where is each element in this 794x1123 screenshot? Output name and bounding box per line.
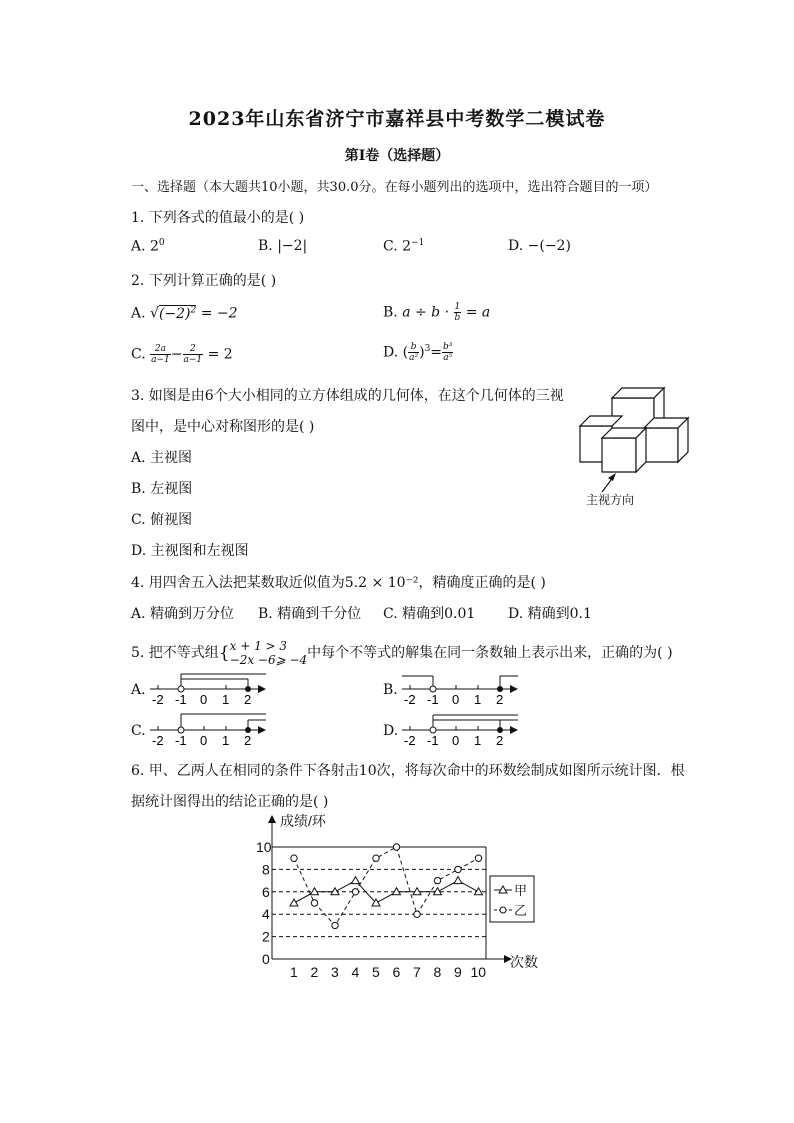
y-tick-label: 4: [262, 906, 270, 923]
legend-label-jia: 甲: [514, 883, 528, 898]
data-point-triangle: [434, 888, 442, 895]
y-axis-title: 成绩/环: [280, 813, 326, 829]
data-point-circle: [434, 877, 440, 883]
tick-label: 0: [452, 733, 460, 748]
q3-option-d: D. 主视图和左视图: [131, 543, 249, 559]
tick-label: -1: [175, 733, 187, 748]
cube-figure: [570, 380, 700, 515]
q4-option-a: A. 精确到万分位: [131, 606, 235, 622]
number-line-c: [148, 709, 270, 749]
tick-label: 0: [200, 692, 208, 707]
number-line-d: [400, 709, 522, 749]
legend-label-yi: 乙: [514, 903, 528, 918]
tick-label: 0: [452, 692, 460, 707]
tick-label: 1: [222, 733, 230, 748]
q4-option-c: C. 精确到0.01: [383, 606, 476, 622]
q1-option-b: B. |−2|: [258, 238, 308, 254]
q5-option-a-label: A.: [131, 682, 146, 698]
question-3-line-1: 3. 如图是由6个大小相同的立方体组成的几何体，在这个几何体的三视: [131, 388, 564, 404]
question-6-line-2: 据统计图得出的结论正确的是( ): [131, 794, 329, 810]
tick-label: 2: [244, 733, 252, 748]
q2-option-b: B. a ÷ b · $\frac{1}{b}$ = a: [383, 302, 491, 323]
data-point-circle: [455, 866, 461, 872]
tick-label: -2: [152, 733, 164, 748]
data-point-triangle: [311, 888, 319, 895]
q3-option-b: B. 左视图: [131, 481, 193, 497]
q1-option-a: A. $2^0$: [131, 238, 165, 255]
data-point-triangle: [352, 877, 360, 884]
data-point-triangle: [393, 888, 401, 895]
y-tick-label: 2: [262, 928, 270, 945]
y-tick-label: 10: [256, 839, 272, 855]
data-point-triangle: [413, 888, 421, 895]
x-tick-label: 10: [470, 964, 487, 980]
data-point-circle: [393, 844, 399, 850]
q5-option-c-label: C.: [131, 723, 146, 739]
x-tick-label: 7: [413, 964, 421, 980]
tick-label: -2: [404, 733, 416, 748]
x-tick-label: 3: [331, 964, 339, 980]
y-tick-label: 6: [262, 883, 270, 900]
legend-box: [490, 876, 534, 922]
q3-option-a: A. 主视图: [131, 450, 193, 466]
q4-option-b: B. 精确到千分位: [258, 606, 362, 622]
y-axis-arrow: [268, 815, 276, 823]
x-axis-title: 次数: [510, 954, 538, 970]
q3-option-c: C. 俯视图: [131, 512, 193, 528]
q4-option-d: D. 精确到0.1: [508, 606, 592, 622]
question-1: 1. 下列各式的值最小的是( ): [131, 210, 305, 226]
tick-label: 0: [200, 733, 208, 748]
q1-option-d: D. −(−2): [508, 238, 571, 254]
x-tick-label: 6: [392, 964, 401, 980]
data-point-circle: [311, 900, 317, 906]
tick-label: 1: [474, 733, 482, 748]
x-tick-label: 8: [433, 964, 442, 980]
y-tick-label: 0: [262, 951, 270, 967]
tick-label: -1: [427, 733, 439, 748]
x-tick-label: 1: [290, 964, 298, 980]
question-4: 4. 用四舍五入法把某数取近似值为5.2 × 10⁻²，精确度正确的是( ): [131, 575, 546, 591]
tick-label: 2: [244, 692, 252, 707]
legend-marker-circle: [500, 907, 506, 913]
tick-label: -1: [427, 692, 439, 707]
data-point-triangle: [290, 899, 298, 906]
q5-option-b-label: B.: [383, 682, 398, 698]
figure-caption: 主视方向: [586, 493, 635, 507]
number-line-a: [148, 668, 270, 708]
tick-label: 2: [496, 692, 504, 707]
data-point-circle: [373, 855, 379, 861]
page-title: 2023年山东省济宁市嘉祥县中考数学二模试卷: [188, 108, 606, 130]
q2-option-a: A. $√(-2)^2 = -2$: [131, 305, 238, 322]
tick-label: 2: [496, 733, 504, 748]
question-5: 5. 把不等式组{ x + 1 > 3 −2x −6⩾ −4 中每个不等式的解集在同一条数轴上表示出来，正确的为( ): [131, 639, 673, 667]
q1-option-c: C. $2^{-1}$: [383, 238, 425, 255]
tick-label: -2: [152, 692, 164, 707]
x-tick-label: 2: [310, 964, 319, 980]
data-point-triangle: [331, 888, 339, 895]
series-line-2: [294, 847, 479, 925]
data-point-triangle: [454, 877, 462, 884]
x-tick-label: 5: [372, 964, 380, 980]
q2-option-d: D. ( $\frac{b}{\text{a²}}$ )$^3$= $\frac{\text{b³}}{\text{a⁵}}$: [383, 342, 453, 363]
tick-label: -2: [404, 692, 416, 707]
tick-label: 1: [222, 692, 230, 707]
data-point-circle: [414, 911, 420, 917]
question-3-line-2: 图中，是中心对称图形的是( ): [131, 419, 315, 435]
section-title: 第I卷（选择题）: [344, 148, 450, 164]
q5-option-d-label: D.: [383, 723, 399, 739]
score-line-chart: [240, 812, 560, 982]
y-tick-label: 8: [262, 861, 270, 878]
data-point-triangle: [475, 888, 483, 895]
data-point-circle: [352, 889, 358, 895]
data-point-circle: [332, 922, 338, 928]
x-tick-label: 9: [454, 964, 462, 980]
tick-label: 1: [474, 692, 482, 707]
tick-label: -1: [175, 692, 187, 707]
data-point-circle: [475, 855, 481, 861]
x-tick-label: 4: [351, 964, 360, 980]
data-point-circle: [291, 855, 297, 861]
question-6-line-1: 6. 甲、乙两人在相同的条件下各射击10次，将每次命中的环数绘制成如图所示统计图．根: [131, 763, 685, 779]
question-2: 2. 下列计算正确的是( ): [131, 273, 277, 289]
number-line-b: [400, 668, 522, 708]
q2-option-c: C. $\frac{2a}{a-1}$ − $\frac{2}{a-1}$ = 2: [131, 344, 233, 365]
section-instructions: 一、选择题（本大题共10小题，共30.0分。在每小题列出的选项中，选出符合题目的一项）: [131, 180, 658, 195]
